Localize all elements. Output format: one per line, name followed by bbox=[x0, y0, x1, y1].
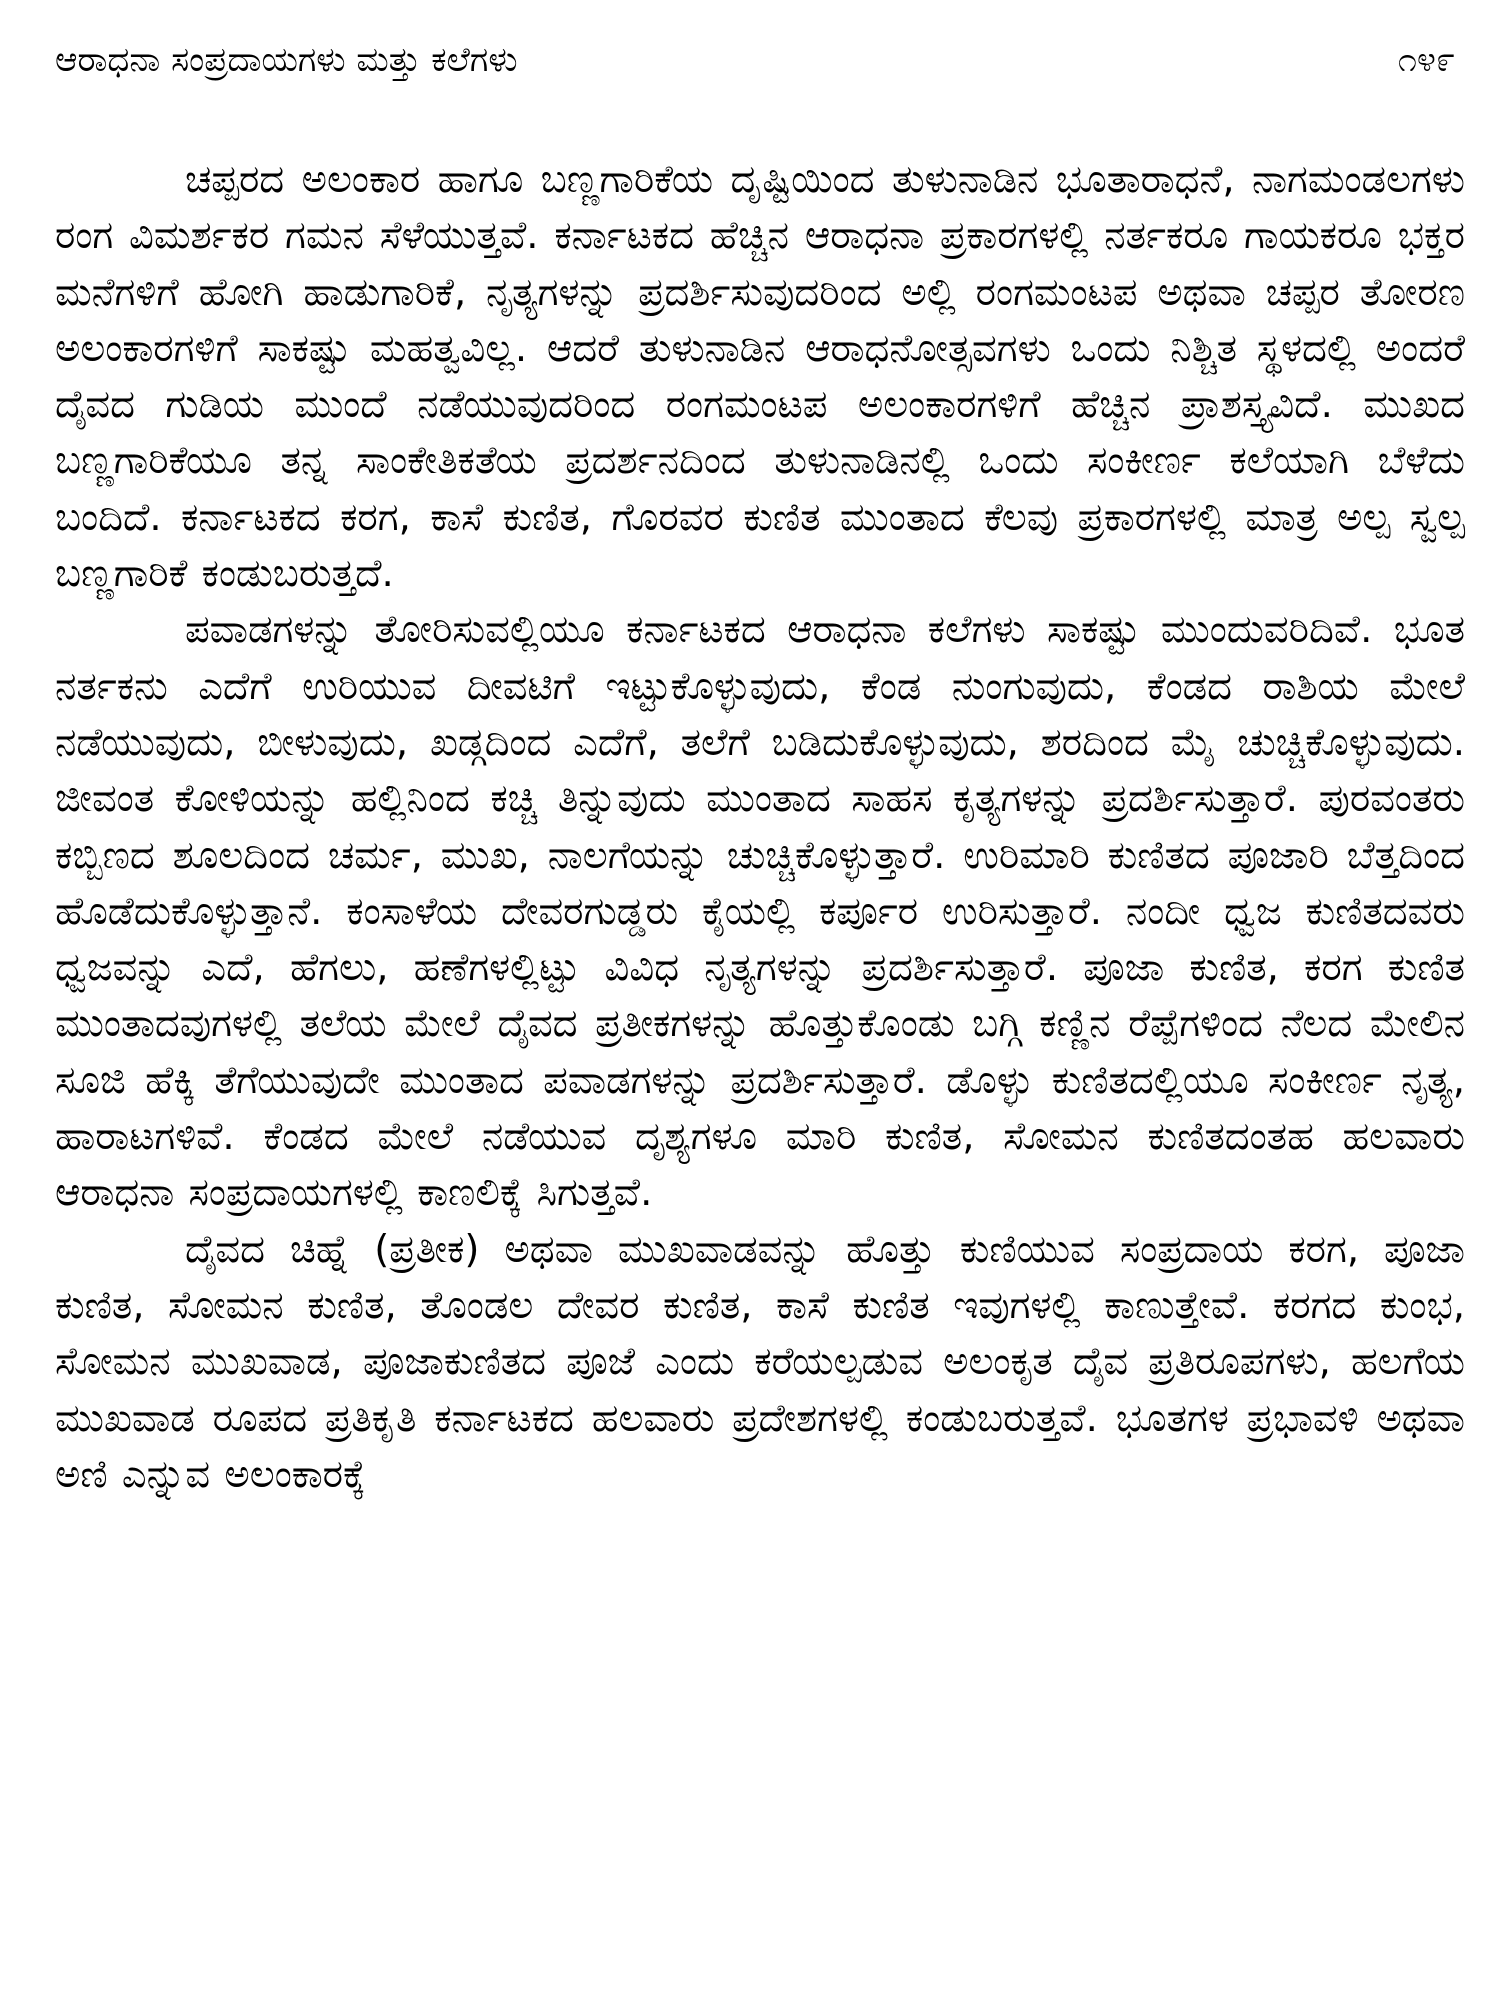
paragraph-3: ದೈವದ ಚಿಹ್ನೆ (ಪ್ರತೀಕ) ಅಥವಾ ಮುಖವಾಡವನ್ನು ಹೊತ್ತು ಕುಣಿಯುವ ಸಂಪ್ರದಾಯ ಕರಗ, ಪೂಜಾ ಕುಣಿತ, ಸೋಮನ ಕುಣಿತ, ತೊಂಡಲ ದೇವರ ಕುಣಿತ, ಕಾಸೆ ಕುಣಿತ ಇವುಗಳಲ್ಲಿ ಕಾಣುತ್ತೇವೆ. ಕರಗದ ಕುಂಭ, ಸೋಮನ ಮುಖವಾಡ, ಪೂಜಾಕುಣಿತದ ಪೂಜೆ ಎಂದು ಕರೆಯಲ್ಪಡುವ ಅಲಂಕೃತ ದೈವ ಪ್ರತಿರೂಪಗಳು, ಹಲಗೆಯ ಮುಖವಾಡ ರೂಪದ ಪ್ರತಿಕೃತಿ ಕರ್ನಾಟಕದ ಹಲವಾರು ಪ್ರದೇಶಗಳಲ್ಲಿ ಕಂಡುಬರುತ್ತವೆ. ಭೂತಗಳ ಪ್ರಭಾವಳಿ ಅಥವಾ ಅಣಿ ಎನ್ನುವ ಅಲಂಕಾರಕ್ಕೆ bbox=[55, 1226, 1465, 1497]
body-text bbox=[55, 152, 1465, 1503]
paragraph-2: ಪವಾಡಗಳನ್ನು ತೋರಿಸುವಲ್ಲಿಯೂ ಕರ್ನಾಟಕದ ಆರಾಧನಾ ಕಲೆಗಳು ಸಾಕಷ್ಟು ಮುಂದುವರಿದಿವೆ. ಭೂತ ನರ್ತಕನು ಎದೆಗೆ ಉರಿಯುವ ದೀವಟಿಗೆ ಇಟ್ಟುಕೊಳ್ಳುವುದು, ಕೆಂಡ ನುಂಗುವುದು, ಕೆಂಡದ ರಾಶಿಯ ಮೇಲೆ ನಡೆಯುವುದು, ಬೀಳುವುದು, ಖಡ್ಗದಿಂದ ಎದೆಗೆ, ತಲೆಗೆ ಬಡಿದುಕೊಳ್ಳುವುದು, ಶರದಿಂದ ಮೈ ಚುಚ್ಚಿಕೊಳ್ಳುವುದು. ಜೀವಂತ ಕೋಳಿಯನ್ನು ಹಲ್ಲಿನಿಂದ ಕಚ್ಚಿ ತಿನ್ನುವುದು ಮುಂತಾದ ಸಾಹಸ ಕೃತ್ಯಗಳನ್ನು ಪ್ರದರ್ಶಿಸುತ್ತಾರೆ. ಪುರವಂತರು ಕಬ್ಬಿಣದ ಶೂಲದಿಂದ ಚರ್ಮ, ಮುಖ, ನಾಲಗೆಯನ್ನು ಚುಚ್ಚಿಕೊಳ್ಳುತ್ತಾರೆ. ಉರಿಮಾರಿ ಕುಣಿತದ ಪೂಜಾರಿ ಬೆತ್ತದಿಂದ ಹೊಡೆದುಕೊಳ್ಳುತ್ತಾನೆ. ಕಂಸಾಳೆಯ ದೇವರಗುಡ್ಡರು ಕೈಯಲ್ಲಿ ಕರ್ಪೂರ ಉರಿಸುತ್ತಾರೆ. ನಂದೀ ಧ್ವಜ ಕುಣಿತದವರು ಧ್ವಜವನ್ನು ಎದೆ, ಹೆಗಲು, ಹಣೆಗಳಲ್ಲಿಟ್ಟು ವಿವಿಧ ನೃತ್ಯಗಳನ್ನು ಪ್ರದರ್ಶಿಸುತ್ತಾರೆ. ಪೂಜಾ ಕುಣಿತ, ಕರಗ ಕುಣಿತ ಮುಂತಾದವುಗಳಲ್ಲಿ ತಲೆಯ ಮೇಲೆ ದೈವದ ಪ್ರತೀಕಗಳನ್ನು ಹೊತ್ತುಕೊಂಡು ಬಗ್ಗಿ ಕಣ್ಣಿನ ರೆಪ್ಪೆಗಳಿಂದ ನೆಲದ ಮೇಲಿನ ಸೂಜಿ ಹೆಕ್ಕಿ ತೆಗೆಯುವುದೇ ಮುಂತಾದ ಪವಾಡಗಳನ್ನು ಪ್ರದರ್ಶಿಸುತ್ತಾರೆ. ಡೊಳ್ಳು ಕುಣಿತದಲ್ಲಿಯೂ ಸಂಕೀರ್ಣ ನೃತ್ಯ, ಹಾರಾಟಗಳಿವೆ. ಕೆಂಡದ ಮೇಲೆ ನಡೆಯುವ ದೃಶ್ಯಗಳೂ ಮಾರಿ ಕುಣಿತ, ಸೋಮನ ಕುಣಿತದಂತಹ ಹಲವಾರು ಆರಾಧನಾ ಸಂಪ್ರದಾಯಗಳಲ್ಲಿ ಕಾಣಲಿಕ್ಕೆ ಸಿಗುತ್ತವೆ. bbox=[55, 607, 1465, 1216]
running-header bbox=[55, 30, 1465, 90]
page-number: ೧೪೯ bbox=[1397, 40, 1455, 80]
paragraph-1: ಚಪ್ಪರದ ಅಲಂಕಾರ ಹಾಗೂ ಬಣ್ಣಗಾರಿಕೆಯ ದೃಷ್ಟಿಯಿಂದ ತುಳುನಾಡಿನ ಭೂತಾರಾಧನೆ, ನಾಗಮಂಡಲಗಳು ರಂಗ ವಿಮರ್ಶಕರ ಗಮನ ಸೆಳೆಯುತ್ತವೆ. ಕರ್ನಾಟಕದ ಹೆಚ್ಚಿನ ಆರಾಧನಾ ಪ್ರಕಾರಗಳಲ್ಲಿ ನರ್ತಕರೂ ಗಾಯಕರೂ ಭಕ್ತರ ಮನೆಗಳಿಗೆ ಹೋಗಿ ಹಾಡುಗಾರಿಕೆ, ನೃತ್ಯಗಳನ್ನು ಪ್ರದರ್ಶಿಸುವುದರಿಂದ ಅಲ್ಲಿ ರಂಗಮಂಟಪ ಅಥವಾ ಚಪ್ಪರ ತೋರಣ ಅಲಂಕಾರಗಳಿಗೆ ಸಾಕಷ್ಟು ಮಹತ್ವವಿಲ್ಲ. ಆದರೆ ತುಳುನಾಡಿನ ಆರಾಧನೋತ್ಸವಗಳು ಒಂದು ನಿಶ್ಚಿತ ಸ್ಥಳದಲ್ಲಿ ಅಂದರೆ ದೈವದ ಗುಡಿಯ ಮುಂದೆ ನಡೆಯುವುದರಿಂದ ರಂಗಮಂಟಪ ಅಲಂಕಾರಗಳಿಗೆ ಹೆಚ್ಚಿನ ಪ್ರಾಶಸ್ತ್ಯವಿದೆ. ಮುಖದ ಬಣ್ಣಗಾರಿಕೆಯೂ ತನ್ನ ಸಾಂಕೇತಿಕತೆಯ ಪ್ರದರ್ಶನದಿಂದ ತುಳುನಾಡಿನಲ್ಲಿ ಒಂದು ಸಂಕೀರ್ಣ ಕಲೆಯಾಗಿ ಬೆಳೆದು ಬಂದಿದೆ. ಕರ್ನಾಟಕದ ಕರಗ, ಕಾಸೆ ಕುಣಿತ, ಗೊರವರ ಕುಣಿತ ಮುಂತಾದ ಕೆಲವು ಪ್ರಕಾರಗಳಲ್ಲಿ ಮಾತ್ರ ಅಲ್ಪ ಸ್ವಲ್ಪ ಬಣ್ಣಗಾರಿಕೆ ಕಂಡುಬರುತ್ತದೆ. bbox=[55, 157, 1465, 597]
book-page bbox=[55, 30, 1465, 1970]
running-header-title: ಆರಾಧನಾ ಸಂಪ್ರದಾಯಗಳು ಮತ್ತು ಕಲೆಗಳು bbox=[55, 40, 518, 80]
